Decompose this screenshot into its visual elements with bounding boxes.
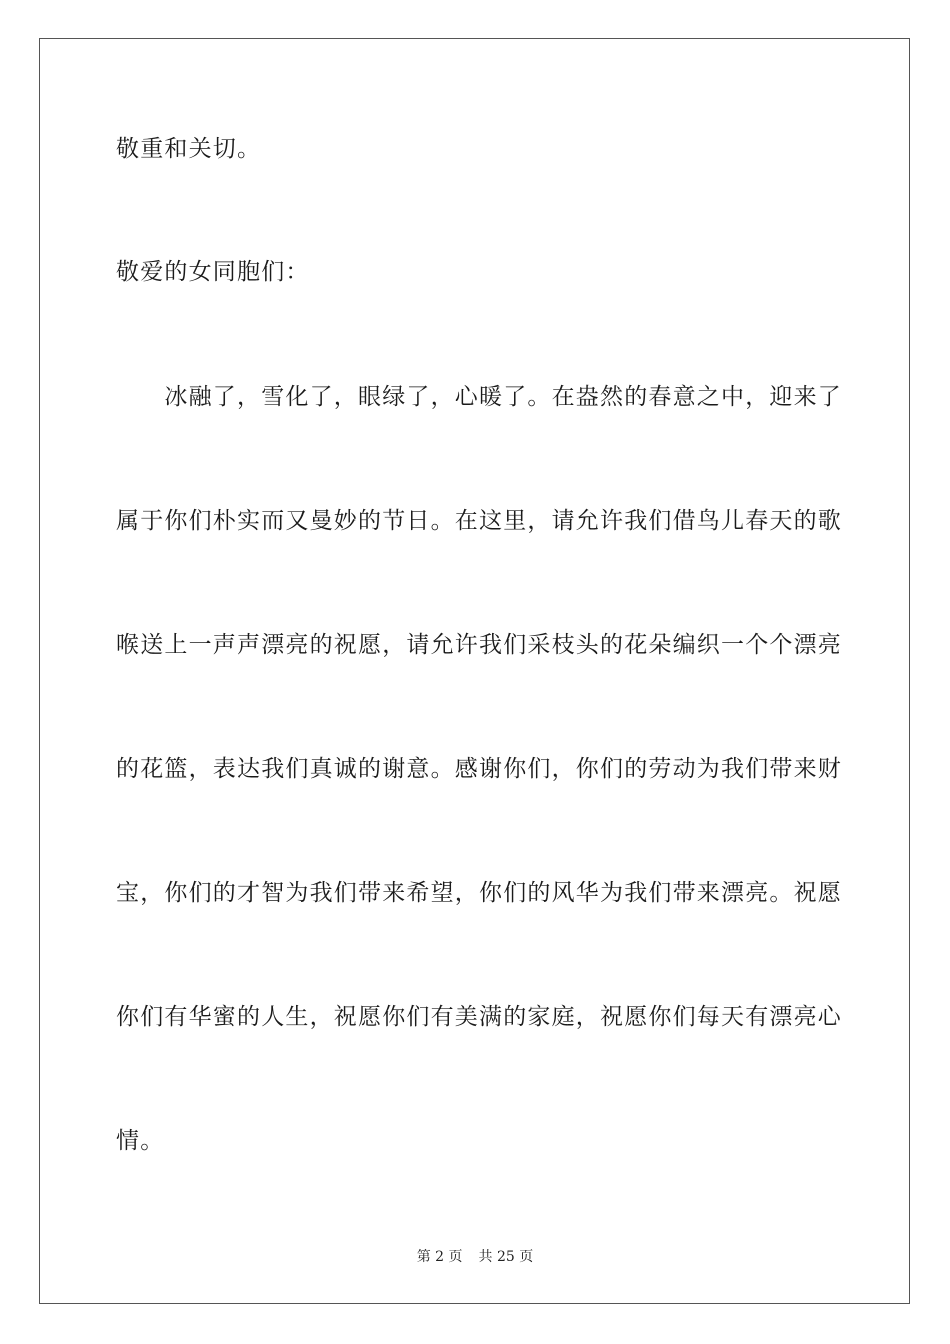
text-line-9: 情。 <box>116 1128 165 1154</box>
text-line-4: 属于你们朴实而又曼妙的节日。在这里，请允许我们借鸟儿春天的歌 <box>116 508 842 534</box>
page-total: 共 25 页 <box>478 1249 534 1265</box>
text-line-1: 敬重和关切。 <box>116 136 262 162</box>
page-footer <box>0 1248 950 1266</box>
text-line-6: 的花篮，表达我们真诚的谢意。感谢你们，你们的劳动为我们带来财 <box>116 756 842 782</box>
text-line-3: 冰融了，雪化了，眼绿了，心暖了。在盎然的春意之中，迎来了 <box>116 384 842 410</box>
page-number: 第 2 页 <box>416 1249 463 1265</box>
text-line-5: 喉送上一声声漂亮的祝愿，请允许我们采枝头的花朵编织一个个漂亮 <box>116 632 842 658</box>
page-border <box>39 38 910 1304</box>
text-line-7: 宝，你们的才智为我们带来希望，你们的风华为我们带来漂亮。祝愿 <box>116 880 842 906</box>
text-line-8: 你们有华蜜的人生，祝愿你们有美满的家庭，祝愿你们每天有漂亮心 <box>116 1004 842 1030</box>
salutation-line: 敬爱的女同胞们： <box>116 259 310 285</box>
